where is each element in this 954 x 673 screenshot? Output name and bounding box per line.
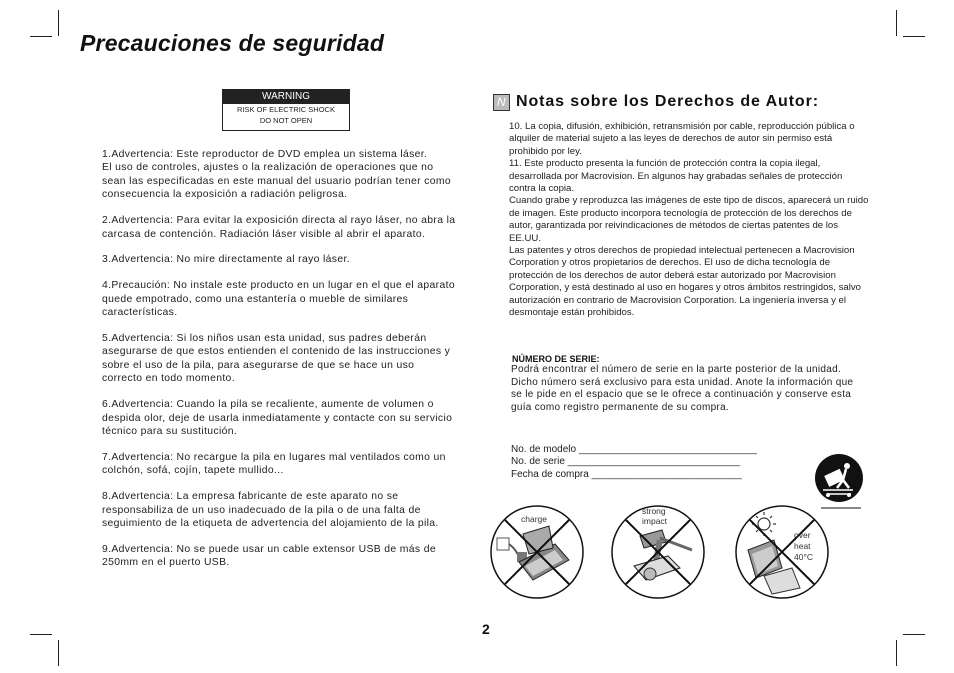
serial-text: Podrá encontrar el número de serie en la parte posterior de la unidad. Dicho número será exclusivo para esta unidad. Anote la información que se le pide en el espacio que se le ofrece a continuación y conserve esta guía como registro permanente de su compra. xyxy=(511,364,854,413)
copyright-heading-text: Notas sobre los Derechos de Autor: xyxy=(516,93,819,110)
precaution-item: 7.Advertencia: No recargue la pila en lugares mal ventilados como un colchón, sofá, cojín, tapete mullido... xyxy=(102,451,446,477)
crop-mark xyxy=(30,634,52,635)
precaution-item: 1.Advertencia: Este reproductor de DVD emplea un sistema láser. El uso de controles, ajustes o la realización de operaciones que no sean las especificadas en este manual del usuario podrían tener como consecuencia la exposición a radiación peligrosa. xyxy=(102,149,451,201)
copyright-heading xyxy=(493,93,819,111)
no-strong-impact-icon xyxy=(610,504,706,600)
model-number-field: No. de modelo ________________________________ xyxy=(511,444,757,455)
page-number: 2 xyxy=(482,621,490,637)
precaution-item: 8.Advertencia: La empresa fabricante de este aparato no se responsabiliza de un uso inadecuado de la pila o de una falta de seguimiento de la etiqueta de advertencia del alojamiento de la pila. xyxy=(102,491,439,530)
precaution-item: 5.Advertencia: Si los niños usan esta unidad, sus padres deberán asegurarse de que estos entienden el contenido de las instrucciones y sobre el uso de la pila, para asegurarse de que se hace un uso correcto en todo momento. xyxy=(102,333,451,385)
no-over-heat-icon xyxy=(734,504,830,600)
cart-tipover-warning-icon xyxy=(813,450,865,512)
precaution-item: 6.Advertencia: Cuando la pila se recaliente, aumente de volumen o despida olor, deje de usarla inmediatamente y contacte con su servicio técnico para su sustitución. xyxy=(102,399,453,437)
icon-caption: 40°C xyxy=(794,552,813,562)
copyright-text xyxy=(509,121,871,320)
crop-mark xyxy=(896,10,897,36)
serial-number-field: No. de serie _______________________________ xyxy=(511,456,741,468)
n-badge-icon: N xyxy=(493,94,510,111)
crop-mark xyxy=(903,634,925,635)
warning-label-line: RISK OF ELECTRIC SHOCK xyxy=(237,105,335,114)
icon-caption: strong xyxy=(642,506,666,516)
precaution-item: 2.Advertencia: Para evitar la exposición directa al rayo láser, no abra la carcasa de contención. Radiación láser visible al abrir el aparato. xyxy=(102,215,456,240)
precautions-list xyxy=(102,148,457,582)
warning-label-line: DO NOT OPEN xyxy=(259,116,313,125)
precaution-item: 4.Precaución: No instale este producto en un lugar en el que el aparato quede empotrado, como una estantería o mueble de similares características. xyxy=(102,280,455,319)
copyright-item: 10. La copia, difusión, exhibición, retransmisión por cable, reproducción pública o alquiler de material sujeto a las leyes de derechos de autor sin permiso está prohibido por ley. xyxy=(509,121,855,157)
purchase-record-fields xyxy=(511,444,757,481)
page-title: Precauciones de seguridad xyxy=(80,30,385,56)
icon-caption: heat xyxy=(794,541,811,551)
serial-heading: NÚMERO DE SERIE: xyxy=(512,354,600,364)
copyright-paragraph: Las patentes y otros derechos de propiedad intelectual pertenecen a Macrovision Corporation y otros propietarios de derechos. El uso de dicha tecnología de protección de los derechos de autor deberá estar autorizado por Macrovision Corporation, y está destinado al uso en hogares y otros ámbitos restringidos, salvo autorización en contrario de Macrovision Corporation. La ingeniería inversa y el desmontaje están prohibidos. xyxy=(509,245,861,319)
crop-mark xyxy=(58,640,59,666)
icon-caption: impact xyxy=(642,516,668,526)
warning-label-header: WARNING xyxy=(223,90,349,104)
copyright-item: 11. Este producto presenta la función de protección contra la copia ilegal, desarrollada por Macrovision. En algunos hay grabadas señales de protección contra la copia. xyxy=(509,158,843,195)
crop-mark xyxy=(30,36,52,37)
icon-caption: over xyxy=(794,530,811,540)
icon-caption: charge xyxy=(521,514,547,524)
crop-mark xyxy=(903,36,925,37)
copyright-paragraph: Cuando grabe y reproduzca las imágenes de este tipo de discos, aparecerá un ruido de imagen. Este producto incorpora tecnología de protección de los derechos de autor, garantizada por reivindicaciones de métodos de ciertas patentes de los EE.UU. xyxy=(509,195,869,244)
crop-mark xyxy=(896,640,897,666)
no-charge-icon xyxy=(489,504,585,600)
purchase-date-field: Fecha de compra ___________________________ xyxy=(511,468,742,480)
precaution-item: 9.Advertencia: No se puede usar un cable extensor USB de más de 250mm en el puerto USB. xyxy=(102,543,436,569)
warning-label xyxy=(222,89,350,131)
precaution-item: 3.Advertencia: No mire directamente al rayo láser. xyxy=(102,254,350,266)
crop-mark xyxy=(58,10,59,36)
